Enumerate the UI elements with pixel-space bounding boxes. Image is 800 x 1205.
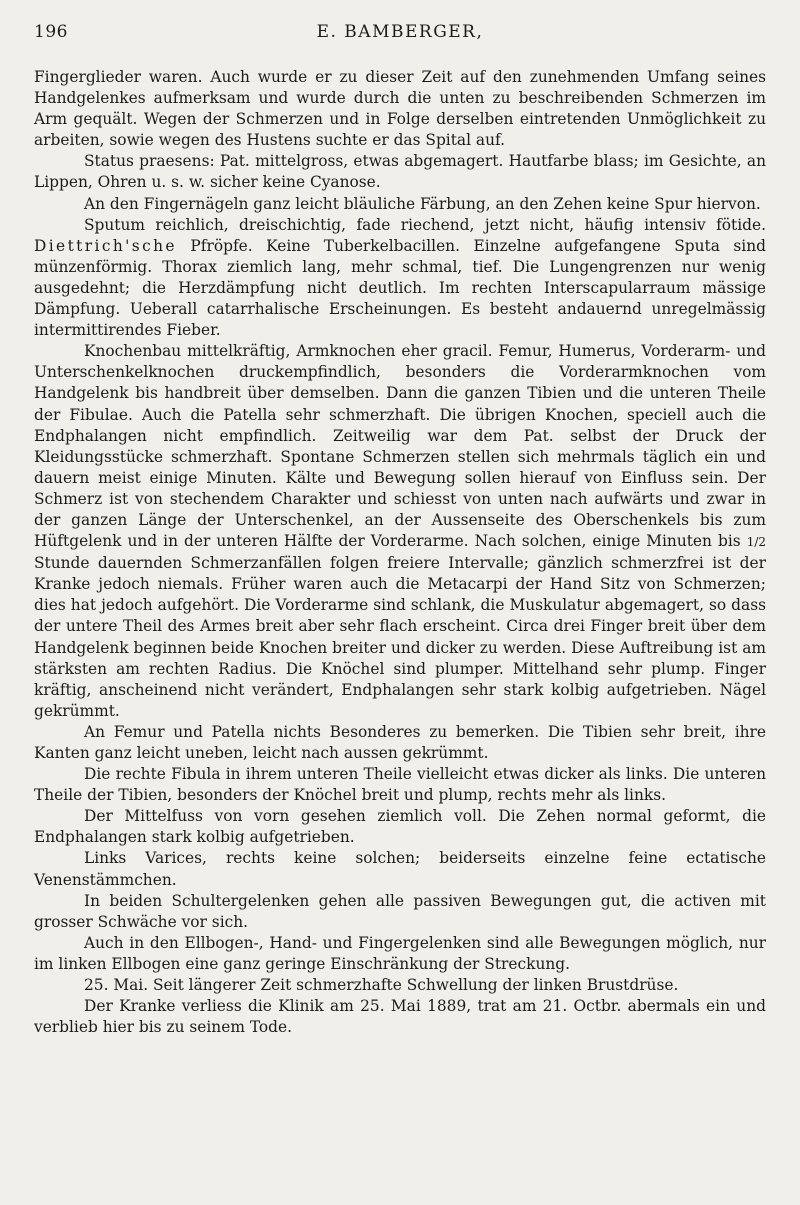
paragraph-5 (34, 341, 766, 722)
text-run: An Femur und Patella nichts Besonderes zu bemerken. Die Tibien sehr breit, ihre Kanten ganz leicht uneben, leicht nach aussen gekrümmt. (34, 722, 766, 762)
page-header (34, 22, 766, 46)
text-run: In beiden Schultergelenken gehen alle passiven Bewegungen gut, die activen mit grosser Schwäche vor sich. (34, 891, 766, 931)
paragraph-6 (34, 722, 766, 764)
paragraph-12 (34, 975, 766, 996)
text-run: Sputum reichlich, dreischichtig, fade riechend, jetzt nicht, häufig intensiv fötide. (84, 215, 766, 234)
text-run: An den Fingernägeln ganz leicht bläuliche Färbung, an den Zehen keine Spur hiervon. (84, 194, 761, 213)
text-run: 25. Mai. Seit längerer Zeit schmerzhafte Schwellung der linken Brustdrüse. (84, 976, 679, 995)
spaced-name: Diettrich'sche (34, 236, 177, 255)
paragraph-2 (34, 151, 766, 193)
paragraph-7 (34, 764, 766, 806)
page-number: 196 (34, 22, 68, 42)
paragraph-9 (34, 848, 766, 890)
text-run: Fingerglieder waren. Auch wurde er zu dieser Zeit auf den zunehmenden Umfang seines Handgelenkes aufmerksam und wurde durch die unten zu beschreibenden Schmerzen im Arm gequält. Wegen der Schmerzen und in Folge derselben eintretenden Unmöglichkeit zu arbeiten, sowie wegen des Hustens suchte er das Spital auf. (34, 68, 766, 150)
paragraph-4 (34, 215, 766, 342)
text-run: Stunde dauernden Schmerzanfällen folgen freiere Intervalle; gänzlich schmerzfrei ist der Kranke jedoch niemals. Früher waren auch die Metacarpi der Hand Sitz von Schmerzen; dies hat jedoch aufgehört. Die Vorderarme sind schlank, die Muskulatur abgemagert, so dass der untere Theil des Armes breit aber sehr flach erscheint. Circa drei Finger breit über dem Handgelenk beginnen beide Knochen breiter und dicker zu werden. Diese Auftreibung ist am stärksten am rechten Radius. Die Knöchel sind plumper. Mittelhand sehr plump. Finger kräftig, anscheinend nicht verändert, Endphalangen sehr stark kolbig aufgetrieben. Nägel gekrümmt. (34, 554, 766, 720)
paragraph-1 (34, 67, 766, 151)
text-run: Die rechte Fibula in ihrem unteren Theile vielleicht etwas dicker als links. Die unteren Theile der Tibien, besonders der Knöchel breit und plump, rechts mehr als links. (34, 765, 766, 805)
paragraph-10 (34, 891, 766, 933)
running-title: E. BAMBERGER, (316, 22, 484, 42)
paragraph-8 (34, 806, 766, 848)
text-run: Knochenbau mittelkräftig, Armknochen eher gracil. Femur, Humerus, Vorderarm- und Unterschenkelknochen druckempfindlich, besonders die Vorderarmknochen vom Handgelenk bis handbreit über demselben. Dann die ganzen Tibien und die unteren Theile der Fibulae. Auch die Patella sehr schmerzhaft. Die übrigen Knochen, speciell auch die Endphalangen nicht empfindlich. Zeitweilig war dem Pat. selbst der Druck der Kleidungsstücke schmerzhaft. Spontane Schmerzen stellen sich mehrmals täglich ein und dauern meist einige Minuten. Kälte und Bewegung sollen hierauf von Einfluss sein. Der Schmerz ist von stechendem Charakter und schiesst von unten nach aufwärts und zwar in der ganzen Länge der Unterschenkel, an der Aussenseite des Oberschenkels bis zum Hüftgelenk und in der unteren Hälfte der Vorderarme. Nach solchen, einige Minuten bis (34, 342, 766, 551)
paragraph-11 (34, 933, 766, 975)
fraction: 1/2 (746, 535, 766, 550)
text-run: Der Kranke verliess die Klinik am 25. Mai 1889, trat am 21. Octbr. abermals ein und verblieb hier bis zu seinem Tode. (34, 997, 766, 1037)
text-run: Status praesens: Pat. mittelgross, etwas abgemagert. Hautfarbe blass; im Gesichte, an Lippen, Ohren u. s. w. sicher keine Cyanose. (34, 152, 766, 192)
text-run: Links Varices, rechts keine solchen; beiderseits einzelne feine ectatische Venenstämmchen. (34, 849, 766, 889)
paragraph-3 (34, 194, 766, 215)
text-run: Pfröpfe. Keine Tuberkelbacillen. Einzelne aufgefangene Sputa sind münzenförmig. Thorax ziemlich lang, mehr schmal, tief. Die Lungengrenzen nur wenig ausgedehnt; die Herzdämpfung nicht deutlich. Im rechten Interscapularraum mässige Dämpfung. Ueberall catarrhalische Erscheinungen. Es besteht andauernd unregelmässig intermittirendes Fieber. (34, 236, 766, 340)
text-run: Der Mittelfuss von vorn gesehen ziemlich voll. Die Zehen normal geformt, die Endphalangen stark kolbig aufgetrieben. (34, 807, 766, 847)
paragraph-13 (34, 996, 766, 1038)
body-text (34, 67, 766, 1038)
text-run: Auch in den Ellbogen-, Hand- und Fingergelenken sind alle Bewegungen möglich, nur im linken Ellbogen eine ganz geringe Einschränkung der Streckung. (34, 933, 766, 973)
